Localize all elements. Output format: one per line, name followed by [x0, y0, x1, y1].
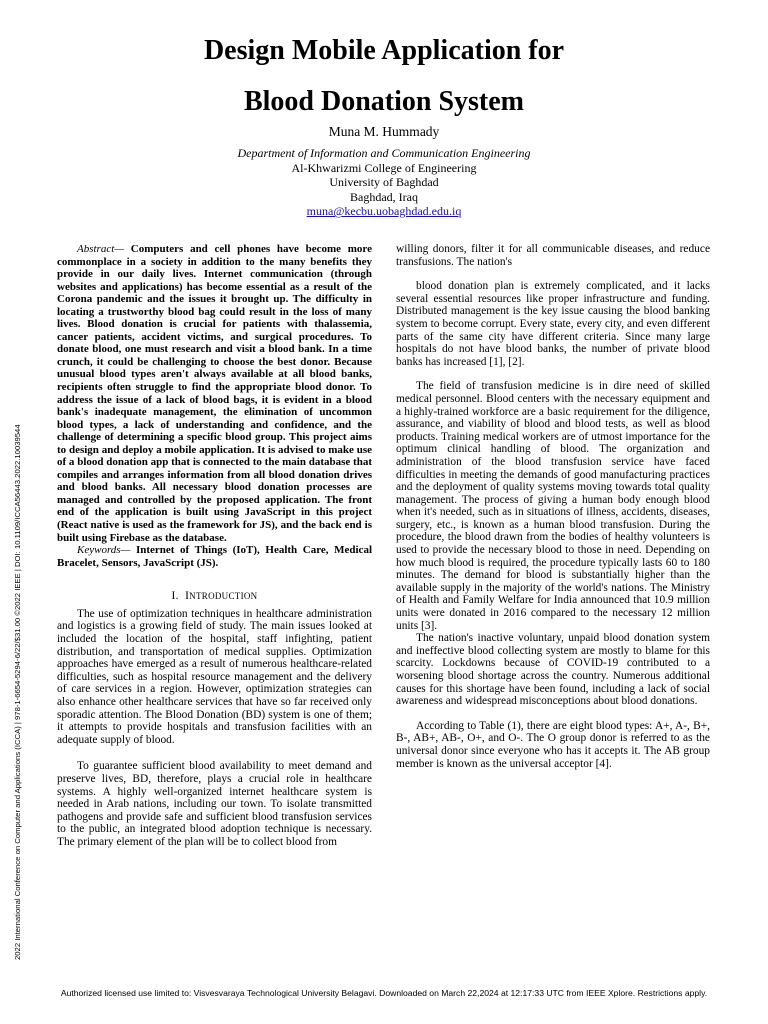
section-heading-introduction: I. INTRODUCTION: [171, 590, 258, 603]
affiliation-city: Baghdad, Iraq: [350, 189, 418, 204]
title-line-1: Design Mobile Application for: [203, 35, 565, 66]
author-email-link[interactable]: muna@kecbu.uobaghdad.edu.iq: [306, 204, 462, 219]
title-line-2: Blood Donation System: [243, 86, 525, 117]
left-column: [57, 243, 372, 849]
body-paragraph: blood donation plan is extremely complicated, and it lacks several essential resources like proper infrastructure and funding. Distributed management is the key issue causing the blood banking system to become corrupt. Every state, every city, and even different parts of the same city have different criteria. Since many large hospitals do not have blood banks, the number of private blood banks has increased [1], [2].: [396, 280, 710, 368]
body-paragraph: The nation's inactive voluntary, unpaid blood donation system and ineffective blood collecting system are mostly to blame for this scarcity. Lockdowns because of COVID-19 contributed to a worsening blood shortage across the country. Numerous additional causes for this shortage have been found, including a lack of social awareness and widespread misconceptions about blood donations.: [396, 632, 710, 708]
intro-paragraph: To guarantee sufficient blood availability to meet demand and preserve lives, BD, therefore, plays a crucial role in healthcare systems. A highly well-organized internet healthcare system is needed in Arab nations, including our town. To isolate transmitted pathogens and provide safe and sufficient blood transfusion services to the public, an integrated blood adoption technique is necessary. The primary element of the plan will be to collect blood from: [57, 760, 372, 848]
body-paragraph: According to Table (1), there are eight blood types: A+, A-, B+, B-, AB+, AB-, O+, and O-. The O group donor is referred to as the universal donor since everyone who has it accepts it. The AB group member is known as the universal acceptor [4].: [396, 719, 710, 770]
keywords-paragraph: [57, 544, 372, 569]
right-column: [396, 243, 710, 770]
body-paragraph: willing donors, filter it for all communicable diseases, and reduce transfusions. The nation's: [396, 243, 710, 268]
abstract-text: Computers and cell phones have become more commonplace in a society in addition to the many benefits they provide in our daily lives. Internet communication (through websites and applications) has become essential as a result of the Corona pandemic and the issues it brought up. The difficulty in locating a trustworthy blood bag could result in the loss of many lives. Blood donation is crucial for patients with thalassemia, cancer patients, accident victims, and surgical procedures. To donate blood, one must research and visit a blood bank. In a time crunch, it could be challenging to choose the best donor. Because unusual blood types aren't always available at all blood banks, recipients often struggle to find the appropriate blood donor. To address the issue of a lack of blood bags, it is evident in a blood bank's inadequate management, the elimination of uncommon blood types, a lack of understanding and confidence, and the challenge of determining a specific blood group. This project aims to design and deploy a mobile application. It is advised to make use of a blood donation app that is connected to the main database that compiles and arranges information from all blood donation drives and blood banks. All necessary blood donation processes are managed and controlled by the proposed application. The front end of the application is built using JavaScript in this project (React native is used as the framework for JS), and the back end is built using Firebase as the database.: [57, 243, 372, 544]
body-paragraph: The field of transfusion medicine is in dire need of skilled medical personnel. Blood centers with the necessary equipment and a highly-trained workforce are a basic requirement for the diligence, assurance, and viability of blood and blood tests, as well as blood products. Training medical workers are of utmost importance for the optimum clinical handling of blood. The organization and administration of the blood transfusion service have faced difficulties in meeting the demands of good manufacturing practices and the deployment of quality systems moving towards total quality management. The process of giving a human body enough blood when it's needed, such as in situations of illness, accidents, diseases, surgery, etc., is known as a human blood transfusion. During the procedure, the blood drawn from the bodies of healthy volunteers is used to provide the necessary blood to those in need. Depending on how much blood is required, the procedure typically lasts 60 to 180 minutes. The demand for blood is substantially higher than the available supply in the majority of the world's nations. The Ministry of Health and Family Welfare for India announced that 10.9 million units were donated in 2016 compared to the necessary 12 million units [3].: [396, 380, 710, 632]
affiliation-block: [0, 146, 768, 219]
author-name: Muna M. Hummady: [328, 124, 440, 139]
intro-paragraph: The use of optimization techniques in healthcare administration and logistics is a growing field of study. The main issues looked at included the location of the hospital, staff infighting, patient distribution, and transportation of medical supplies. Optimization approaches have emerged as a result of numerous healthcare-related difficulties, such as hospital resource management and the delivery of care services in a region. However, optimization strategies can also enhance other healthcare services that have so far received only sporadic attention. The Blood Donation (BD) system is one of them; it attempts to provide hospitals and transfusion facilities with an adequate supply of blood.: [57, 607, 372, 746]
affiliation-college: Al-Khwarizmi College of Engineering: [291, 160, 477, 175]
license-footer: Authorized licensed use limited to: Visvesvaraya Technological University Belagavi. Downloaded on March 22,2024 at 12:17:33 UTC from IEEE Xplore. Restrictions apply.: [60, 988, 708, 998]
affiliation-university: University of Baghdad: [329, 175, 439, 190]
abstract-label: Abstract—: [77, 243, 125, 255]
paper-title: [0, 34, 768, 136]
keywords-text: Internet of Things (IoT), Health Care, Medical Bracelet, Sensors, JavaScript (JS).: [57, 544, 372, 569]
keywords-label: Keywords—: [77, 544, 131, 557]
affiliation-department: Department of Information and Communication Engineering: [237, 146, 531, 160]
conference-sidebar-text: 2022 International Conference on Computer and Applications (ICCA) | 978-1-6654-5294-6/22/$31.00 ©2022 IEEE | DOI: 10.1109/ICCA56443.2022.10039544: [13, 424, 22, 960]
abstract-paragraph: [57, 243, 372, 544]
